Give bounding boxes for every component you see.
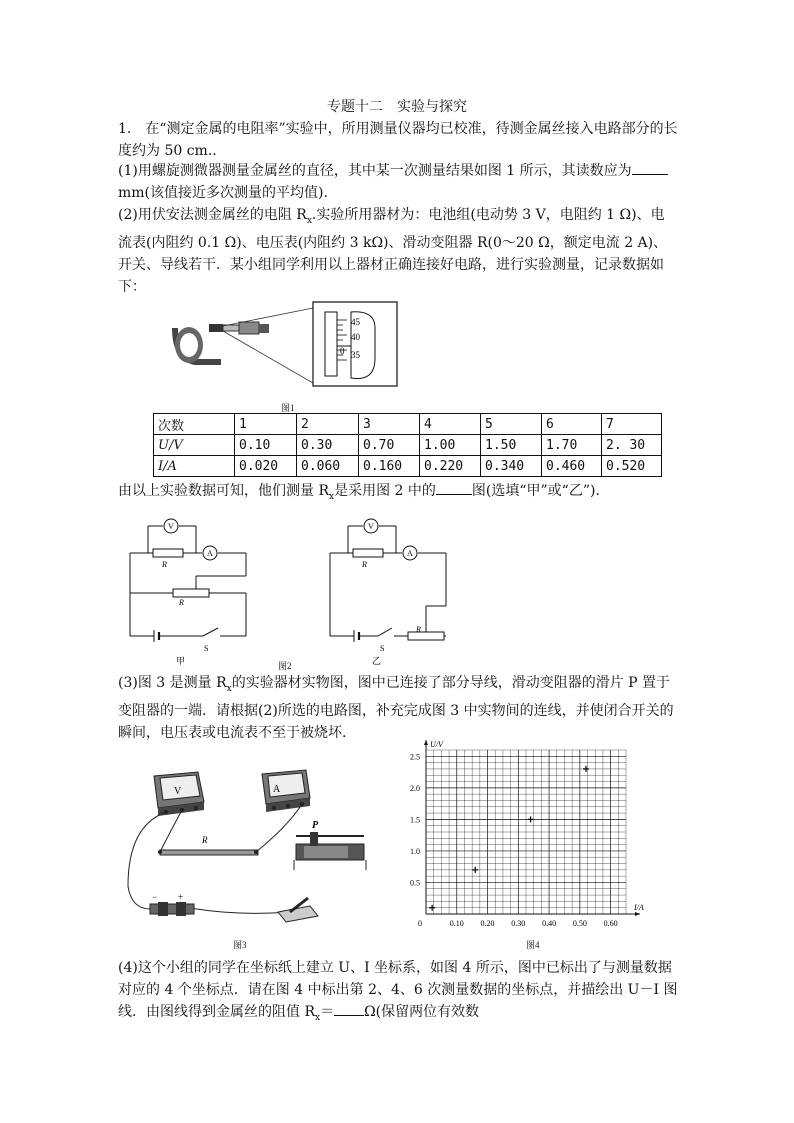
part1-text-b: mm(该值接近多次测量的平均值). (118, 185, 328, 201)
ammeter-label: A (273, 784, 281, 795)
y-axis-label: U/V (430, 740, 443, 749)
figure-4-caption: 图4 (526, 940, 540, 950)
table-cell: 0.160 (359, 456, 420, 477)
table-cell: 0.060 (297, 456, 359, 477)
table-header-cell: 3 (359, 414, 420, 435)
figure-3-caption: 图3 (233, 940, 247, 950)
y-tick-label: 0.5 (410, 878, 420, 888)
question-part1 (118, 160, 678, 204)
data-table (153, 413, 662, 477)
subscript: x (315, 1012, 321, 1023)
circuit-jia (130, 526, 246, 642)
subscript: x (226, 683, 232, 694)
table-cell: 1.00 (420, 435, 481, 456)
voltmeter-label: V (174, 786, 182, 797)
ammeter-device (262, 770, 310, 812)
subscript: x (329, 491, 335, 502)
table-row-label: U/V (154, 435, 235, 456)
resistance-wire (160, 850, 258, 855)
battery-device (150, 902, 194, 916)
v-label: V (368, 522, 374, 531)
x-tick-label: 0.40 (542, 919, 557, 928)
answer-blank-3[interactable] (334, 1003, 364, 1016)
y-tick-label: 2.0 (410, 783, 420, 793)
question-part3 (118, 672, 678, 744)
data-point (583, 766, 589, 772)
table-cell: 0.460 (542, 456, 602, 477)
table-row (154, 435, 662, 456)
data-point (429, 905, 435, 911)
scale-label-35: 35 (351, 350, 360, 360)
part3-text: (3)图 3 是测量 R (118, 675, 227, 691)
page-title: 专题十二 实验与探究 (327, 99, 467, 115)
table-header-cell: 4 (420, 414, 481, 435)
table-header-cell: 5 (481, 414, 542, 435)
rx-label: R (362, 560, 367, 569)
x-tick-label: 0.10 (449, 919, 464, 928)
table-row-label: I/A (154, 456, 235, 477)
table-header-cell: 次数 (154, 414, 235, 435)
table-header-cell: 6 (542, 414, 602, 435)
x-tick-label: 0.20 (480, 919, 495, 928)
v-label: V (168, 522, 174, 531)
table-header-cell: 7 (602, 414, 662, 435)
s-label: S (204, 644, 209, 653)
rheostat-device (294, 832, 366, 870)
scale-label-45: 45 (351, 317, 360, 327)
x-tick-label: 0.50 (572, 919, 587, 928)
after-table-c: 图(选填“甲”或“乙”). (471, 483, 600, 499)
subscript: x (306, 215, 312, 226)
x-tick-label: 0.60 (603, 919, 618, 928)
table-cell: 0.220 (420, 456, 481, 477)
table-header-cell: 2 (297, 414, 359, 435)
after-table-a: 由以上实验数据可知，他们测量 R (118, 483, 329, 499)
label-yi: 乙 (372, 656, 382, 666)
table-cell: 0.30 (297, 435, 359, 456)
label-jia: 甲 (176, 656, 186, 666)
answer-blank-1[interactable] (632, 162, 668, 175)
circuit-yi (330, 526, 446, 642)
y-tick-label: 2.5 (410, 752, 420, 762)
scale-label-0: 0 (340, 346, 345, 356)
table-cell: 2. 30 (602, 435, 662, 456)
figure-2-caption: 图2 (278, 661, 292, 671)
data-point (472, 867, 478, 873)
plus-label: + (178, 892, 184, 902)
part2-text: (2)用伏安法测金属丝的电阻 R (118, 207, 307, 223)
data-point (528, 816, 534, 822)
switch-device (278, 898, 318, 922)
y-axis-arrow (424, 740, 428, 745)
rx-label: R (202, 835, 208, 845)
y-tick-label: 1.5 (410, 815, 420, 825)
figure-1-caption: 图1 (281, 403, 295, 413)
part2-text-b: .实验所用器材为：电池组(电动势 3 V，电阻约 1 Ω)、电流表(内阻约 0.1 Ω)、电压表(内阻约 3 kΩ)、滑动变阻器 R(0～20 Ω，额定电流 2 A)、开关、导线若干．某小组同学利用以上器材正确连接好电路，进行实验测量，记录数据如下： (118, 207, 668, 295)
a-label: A (407, 549, 413, 558)
x-tick-label: 0.30 (511, 919, 526, 928)
figure-2-circuits (118, 516, 458, 666)
part3-text-b: 的实验器材实物图，图中已连接了部分导线，滑动变阻器的滑片 P 置于变阻器的一端．请根据(2)所选的电路图，补充完成图 3 中实物间的连线，并使闭合开关的瞬间，电压表或电流表不至于被烧坏. (118, 675, 674, 741)
question-part4 (118, 957, 678, 1029)
x-axis-label: I/A (634, 903, 644, 912)
part4-text: (4)这个小组的同学在坐标纸上建立 U、I 坐标系，如图 4 所示，图中已标出了与测量数据对应的 4 个坐标点．请在图 4 中标出第 2、4、6 次测量数据的坐标点，并描绘出 U－I 图线．由图线得到金属丝的阻值 R (118, 960, 678, 1020)
table-header-cell: 1 (235, 414, 297, 435)
y-tick-label: 1.0 (410, 846, 420, 856)
after-table-b: 是采用图 2 中的 (334, 483, 436, 499)
slider-p-label: P (312, 820, 319, 831)
question-part2 (118, 204, 678, 298)
figure-3-apparatus (118, 766, 388, 934)
x-axis-arrow (635, 912, 640, 916)
chart-tick-labels (410, 752, 618, 928)
part4-text-b: ＝ (320, 1004, 335, 1020)
rx-label: R (162, 560, 167, 569)
question-intro: 1. 在“测定金属的电阻率”实验中，所用测量仪器均已校准，待测金属丝接入电路部分的长度约为 50 cm.. (118, 121, 678, 159)
after-table-text (118, 480, 678, 508)
chart-axes (424, 740, 640, 916)
a-label: A (207, 549, 213, 558)
scale-label-40: 40 (351, 332, 360, 342)
answer-blank-2[interactable] (436, 482, 472, 495)
s-label: S (380, 644, 385, 653)
table-cell: 0.10 (235, 435, 297, 456)
r-label: R (179, 598, 184, 607)
table-row (154, 456, 662, 477)
figure-1-micrometer (165, 298, 415, 408)
minus-label: − (152, 892, 158, 902)
part1-text: (1)用螺旋测微器测量金属丝的直径，其中某一次测量结果如图 1 所示，其读数应为 (118, 163, 632, 179)
table-cell: 0.020 (235, 456, 297, 477)
table-cell: 1.70 (542, 435, 602, 456)
r-label: R (416, 625, 421, 634)
origin-label: 0 (418, 919, 422, 928)
part4-text-c: Ω(保留两位有效数 (364, 1004, 480, 1020)
table-cell: 0.70 (359, 435, 420, 456)
table-row (154, 414, 662, 435)
table-cell: 0.520 (602, 456, 662, 477)
table-cell: 0.340 (481, 456, 542, 477)
figure-4-chart (398, 738, 660, 938)
chart-grid (426, 750, 626, 914)
table-cell: 1.50 (481, 435, 542, 456)
